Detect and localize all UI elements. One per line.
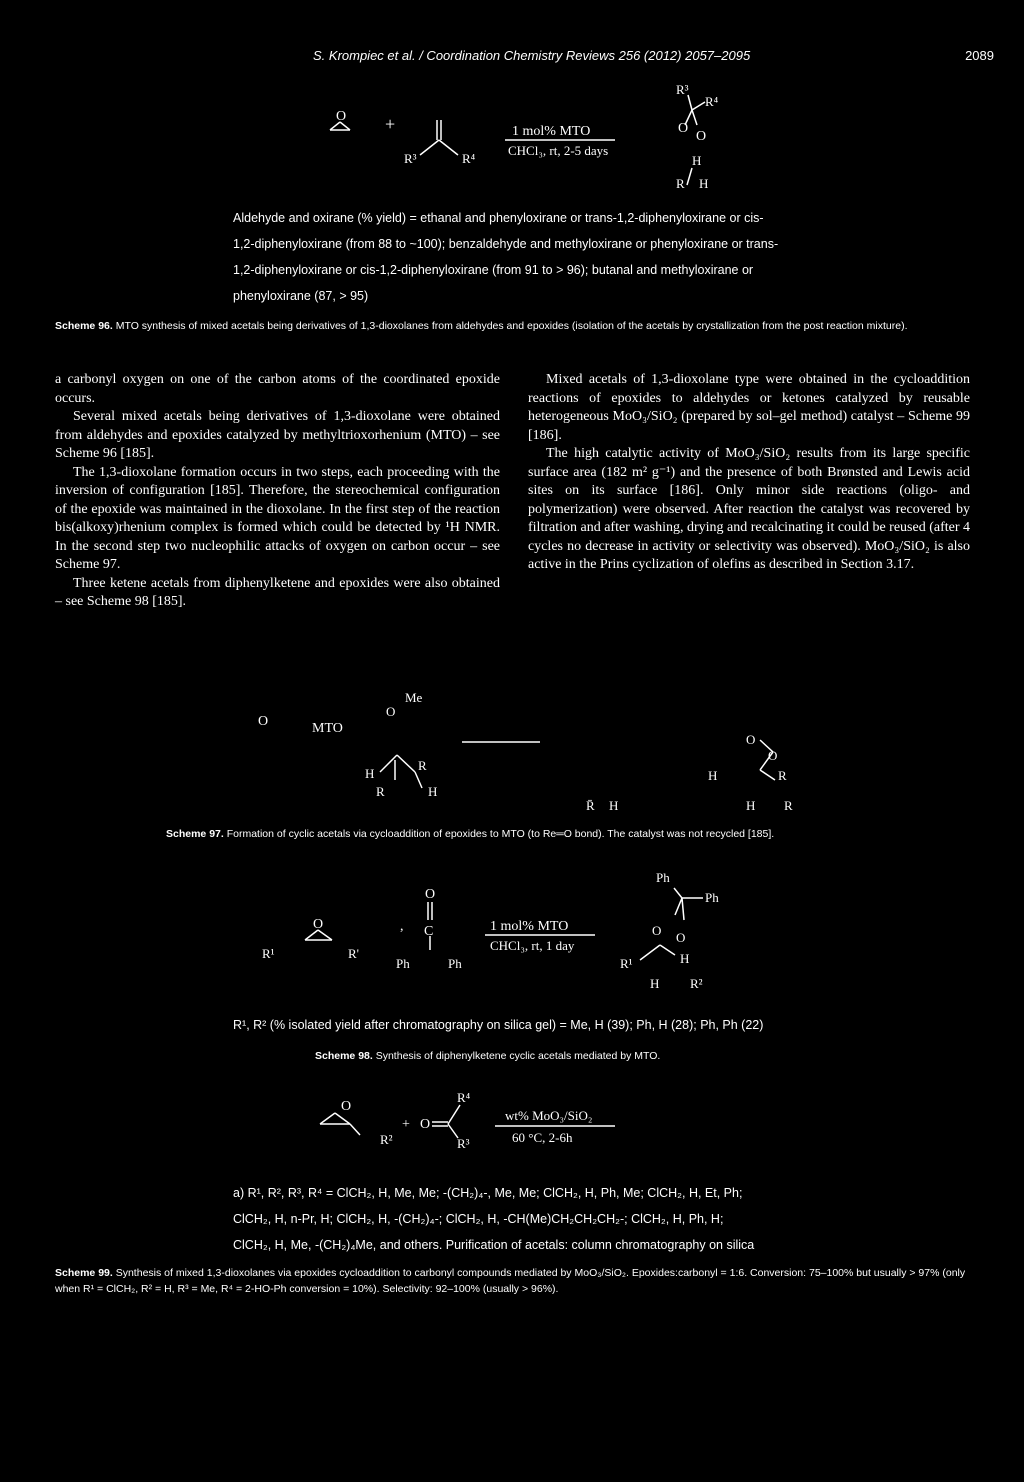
svg-text:R: R xyxy=(376,784,385,799)
left-paragraph: Several mixed acetals being derivatives of 1,3-dioxolane were obtained from aldehydes and epoxides catalyzed by methyltrioxorhenium (MTO) – see Scheme 96 [185]. xyxy=(55,409,500,461)
svg-text:O: O xyxy=(341,1099,352,1114)
scheme98-arrow-bottom: CHCl₃, rt, 1 day xyxy=(490,938,575,953)
scheme96-note-line: 1,2-diphenyloxirane (from 88 to ~100); benzaldehyde and methyloxirane or phenyloxirane or trans- xyxy=(233,237,779,251)
svg-text:O: O xyxy=(425,887,436,902)
scheme99-r2-label: R² xyxy=(380,1132,393,1147)
scheme96-product-r4: R⁴ xyxy=(705,94,719,109)
svg-text:O: O xyxy=(678,121,689,136)
scheme97-mto-label: MTO xyxy=(312,721,343,736)
svg-text:O: O xyxy=(420,1117,431,1132)
scheme96-product-r3: R³ xyxy=(676,82,689,97)
scheme99-arrow-top: wt% MoO₃/SiO₂ xyxy=(505,1108,593,1123)
right-column xyxy=(528,371,970,575)
scheme98-product-r2: R² xyxy=(690,976,703,991)
svg-text:O: O xyxy=(746,732,756,747)
scheme98-caption-label: Scheme 98. xyxy=(315,1050,373,1062)
svg-text:C: C xyxy=(424,924,434,939)
scheme99-note-line: a) R¹, R², R³, R⁴ = ClCH₂, H, Me, Me; -(CH₂)₄-, Me, Me; ClCH₂, H, Ph, Me; ClCH₂, H, Et, Ph; xyxy=(233,1186,743,1200)
scheme96-caption xyxy=(55,318,980,334)
svg-text:+: + xyxy=(402,1117,410,1132)
scheme99-note xyxy=(233,1180,1013,1258)
svg-text:R': R' xyxy=(348,946,360,961)
scheme96-note-line: 1,2-diphenyloxirane or cis-1,2-diphenyloxirane (from 91 to > 96); butanal and methyloxirane or xyxy=(233,263,754,277)
svg-text:H: H xyxy=(365,766,375,781)
svg-text:H: H xyxy=(650,976,660,991)
scheme99-note-line: ClCH₂, H, n-Pr, H; ClCH₂, H, -(CH₂)₄-; ClCH₂, H, -CH(Me)CH₂CH₂CH₂-; ClCH₂, H, Ph, H; xyxy=(233,1212,724,1226)
scheme99-carbonyl-structure xyxy=(432,1105,460,1138)
svg-text:O: O xyxy=(696,129,707,144)
scheme99-epoxide-structure xyxy=(320,1113,360,1135)
scheme99-drawing xyxy=(0,1080,1024,1180)
scheme97-caption-text: Formation of cyclic acetals via cycloaddition of epoxides to MTO (to Re═O bond). The catalyst was not recycled [185]. xyxy=(226,828,775,840)
scheme96-reagent-r4: R⁴ xyxy=(462,151,476,166)
scheme96-caption-text: MTO synthesis of mixed acetals being derivatives of 1,3-dioxolanes from aldehydes and epoxides (isolation of the acetals by crystallization from the post reaction mixture). xyxy=(115,320,908,332)
scheme98-product-r1: R¹ xyxy=(620,956,633,971)
right-paragraph: Mixed acetals of 1,3-dioxolane type were obtained in the cycloaddition reactions of epoxides to aldehydes or ketones catalyzed by reusable heterogeneous MoO₃/SiO₂ (prepared by sol–gel method) catalyst – Scheme 99 [186]. xyxy=(528,372,970,443)
scheme98-caption xyxy=(315,1048,915,1064)
svg-text:R: R xyxy=(676,176,685,191)
scheme96-arrow-top: 1 mol% MTO xyxy=(512,124,591,139)
scheme96-reagent-r3: R³ xyxy=(404,151,417,166)
scheme99-caption-label: Scheme 99. xyxy=(55,1267,113,1279)
svg-text:,: , xyxy=(400,919,404,934)
svg-text:H: H xyxy=(692,153,702,168)
svg-text:O: O xyxy=(336,109,347,124)
scheme97-drawing xyxy=(0,680,1024,830)
svg-text:R̄: R̄ xyxy=(586,798,595,813)
scheme98-arrow-top: 1 mol% MTO xyxy=(490,919,569,934)
svg-text:H: H xyxy=(708,768,718,783)
left-paragraph: Three ketene acetals from diphenylketene and epoxides were also obtained – see Scheme 98 [185]. xyxy=(55,575,500,609)
svg-text:H: H xyxy=(428,784,438,799)
scheme98-caption-text: Synthesis of diphenylketene cyclic acetals mediated by MTO. xyxy=(375,1050,661,1062)
scheme99-caption-text: Synthesis of mixed 1,3-dioxolanes via epoxides cycloaddition to carbonyl compounds mediated by MoO₃/SiO₂. Epoxides:carbonyl = 1:6. Conversion: 75–100% but usually > 97% (only when R¹ = ClCH₂, R² = H, R³ = Me, R⁴ = 2-HO-Ph conversion = 10%). Selectivity: 92–100% (usually > 96%). xyxy=(55,1267,966,1295)
scheme99-caption xyxy=(55,1265,980,1297)
scheme98-note: R¹, R² (% isolated yield after chromatography on silica gel) = Me, H (39); Ph, H (28); Ph, Ph (22) xyxy=(233,1018,764,1032)
scheme97-caption-label: Scheme 97. xyxy=(166,828,224,840)
scheme96-note-line: phenyloxirane (87, > 95) xyxy=(233,289,369,303)
scheme98-ph-left: Ph xyxy=(396,956,410,971)
scheme97-me-label: Me xyxy=(405,690,423,705)
svg-text:R: R xyxy=(784,798,793,813)
svg-text:H: H xyxy=(746,798,756,813)
scheme97-epoxide-structure xyxy=(380,755,422,788)
svg-text:H: H xyxy=(680,951,690,966)
right-paragraph: The high catalytic activity of MoO₃/SiO₂ results from its large specific surface area (182 m² g⁻¹) and the presence of both Brønsted and Lewis acid sites on its surface [186]. Only minor side reactions (oligo- and polymerization) were observed. After reaction the catalyst was recovered by filtration and after washing, drying and recalcinating it could be reused (after 4 cycles no decrease in activity or selectivity was observed). MoO₃/SiO₂ is also active in the Prins cyclization of olefins as described in Section 3.17. xyxy=(528,446,970,572)
svg-text:O: O xyxy=(652,923,662,938)
svg-text:H: H xyxy=(609,798,619,813)
svg-text:R: R xyxy=(778,768,787,783)
svg-text:O: O xyxy=(258,714,269,729)
svg-text:H: H xyxy=(699,176,709,191)
scheme98-product-ph-top: Ph xyxy=(656,870,670,885)
running-header-citation: S. Krompiec et al. / Coordination Chemistry Reviews 256 (2012) 2057–2095 xyxy=(313,48,751,63)
left-paragraph: The 1,3-dioxolane formation occurs in two steps, each proceeding with the inversion of configuration [185]. Therefore, the stereochemical configuration of the epoxide was maintained in the dioxolane. In the first step of the reaction bis(alkoxy)rhenium complex is formed which could be detected by ¹H NMR. In the second step two nucleophilic attacks of oxygen on carbon occur – see Scheme 97. xyxy=(55,464,500,572)
scheme99-r3-label: R³ xyxy=(457,1136,470,1151)
scheme96-note xyxy=(233,205,993,309)
scheme99-note-line: ClCH₂, H, Me, -(CH₂)₄Me, and others. Purification of acetals: column chromatography on silica xyxy=(233,1238,755,1252)
scheme99-arrow-bottom: 60 °C, 2-6h xyxy=(512,1130,573,1145)
scheme98-r1-label: R¹ xyxy=(262,946,275,961)
scheme96-alkene-structure xyxy=(420,120,458,155)
scheme98-drawing xyxy=(0,860,1024,1010)
svg-text:+: + xyxy=(385,114,396,134)
svg-text:O: O xyxy=(313,917,324,932)
scheme99-r4-label: R⁴ xyxy=(457,1090,471,1105)
svg-text:O: O xyxy=(676,930,686,945)
scheme98-product-ph-right: Ph xyxy=(705,890,719,905)
left-column xyxy=(55,371,500,612)
page-number: 2089 xyxy=(965,48,994,63)
svg-text:O: O xyxy=(768,748,778,763)
scheme98-product-structure xyxy=(640,888,703,960)
scheme96-caption-label: Scheme 96. xyxy=(55,320,113,332)
scheme97-caption xyxy=(166,826,976,842)
left-paragraph: a carbonyl oxygen on one of the carbon atoms of the coordinated epoxide occurs. xyxy=(55,372,500,406)
svg-text:O: O xyxy=(386,704,396,719)
svg-text:R: R xyxy=(418,758,427,773)
scheme96-note-line: Aldehyde and oxirane (% yield) = ethanal and phenyloxirane or trans-1,2-diphenyloxirane or cis- xyxy=(233,211,764,225)
scheme98-ph-right: Ph xyxy=(448,956,462,971)
scheme96-arrow-bottom: CHCl₃, rt, 2-5 days xyxy=(508,143,609,158)
